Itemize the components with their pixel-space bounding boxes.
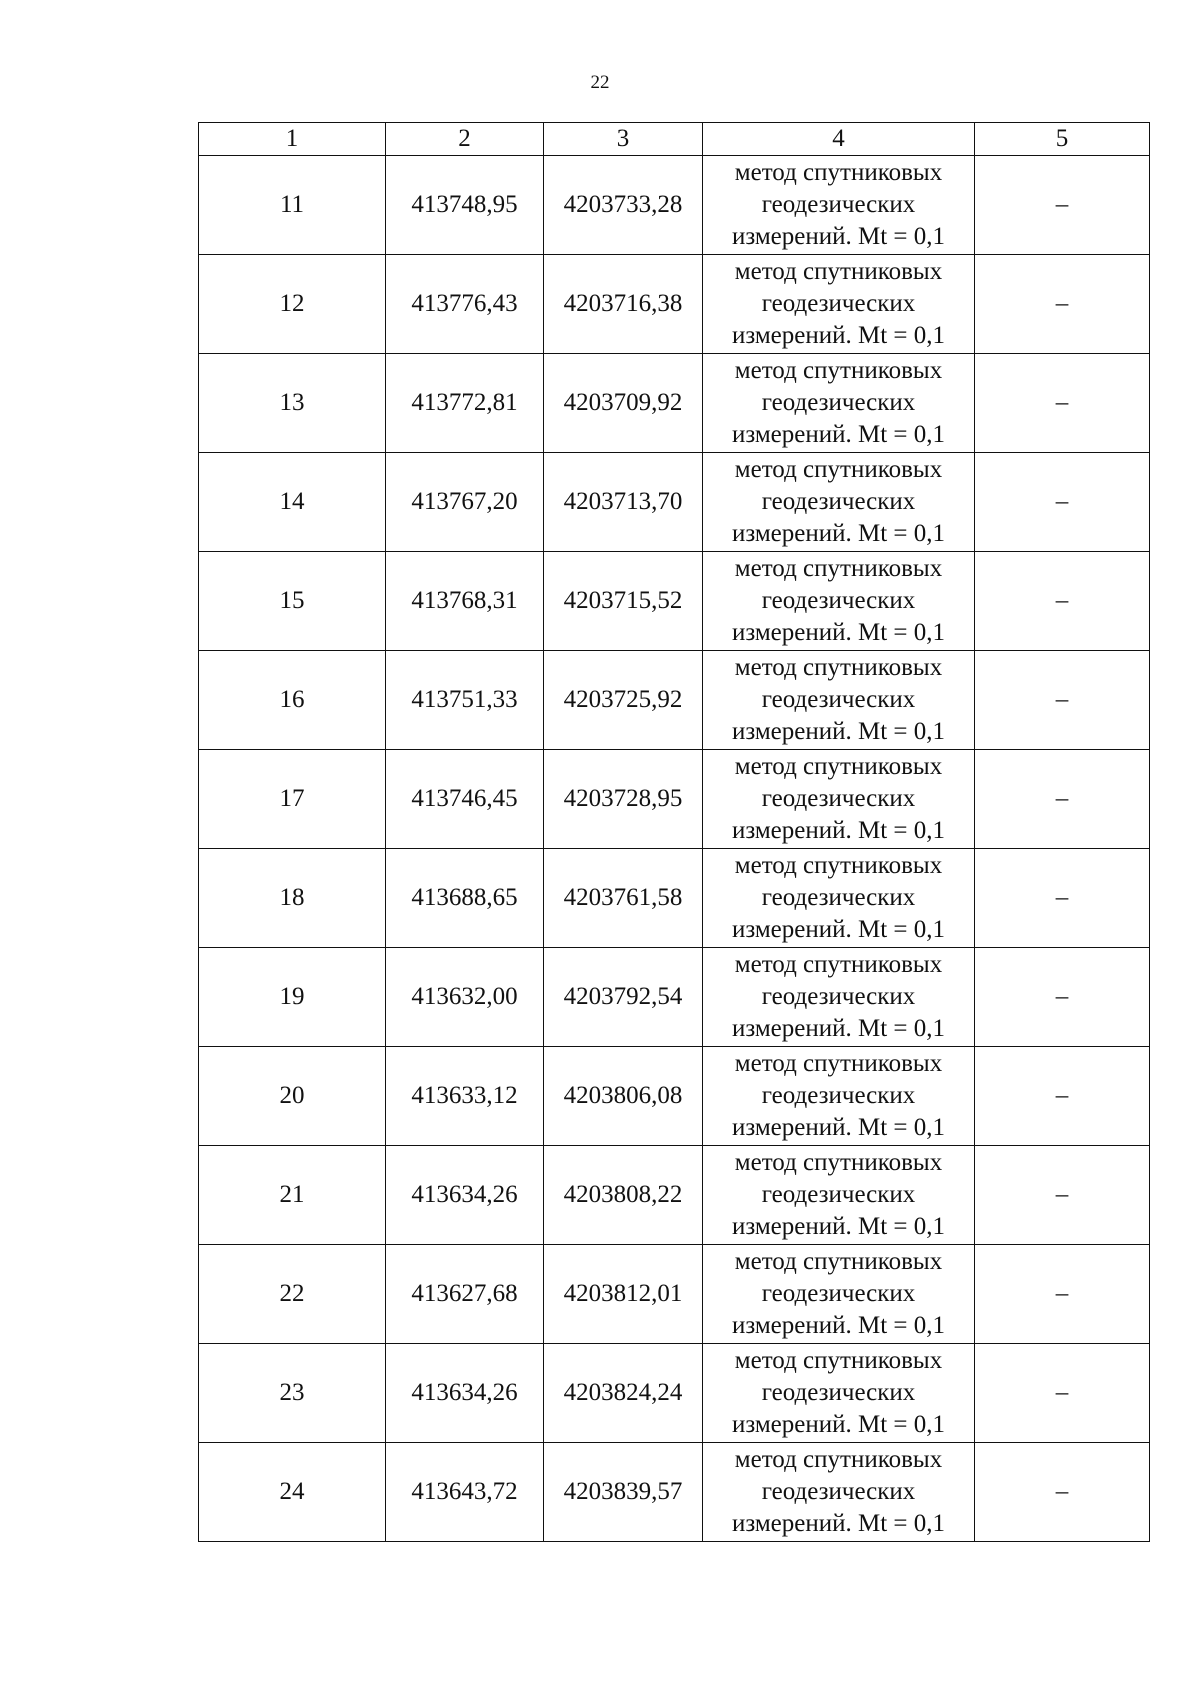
method-line: геодезических <box>761 587 916 614</box>
note-cell: – <box>975 1443 1150 1542</box>
x-coordinate-cell: 413634,26 <box>386 1344 544 1443</box>
method-cell <box>703 651 975 750</box>
y-coordinate-cell: 4203792,54 <box>544 948 703 1047</box>
method-cell <box>703 453 975 552</box>
note-cell: – <box>975 156 1150 255</box>
table-row <box>199 948 1150 1047</box>
table-row <box>199 354 1150 453</box>
header-cell-4: 4 <box>703 123 975 156</box>
note-cell: – <box>975 1245 1150 1344</box>
method-line: геодезических <box>761 389 916 416</box>
y-coordinate-cell: 4203716,38 <box>544 255 703 354</box>
table-row <box>199 1443 1150 1542</box>
method-cell <box>703 1245 975 1344</box>
method-line: измерений. Mt = 0,1 <box>731 223 946 250</box>
point-number-cell: 15 <box>199 552 386 651</box>
method-line: измерений. Mt = 0,1 <box>731 421 946 448</box>
y-coordinate-cell: 4203812,01 <box>544 1245 703 1344</box>
x-coordinate-cell: 413633,12 <box>386 1047 544 1146</box>
method-line: метод спутниковых <box>734 852 943 879</box>
method-line: измерений. Mt = 0,1 <box>731 916 946 943</box>
note-cell: – <box>975 948 1150 1047</box>
method-cell <box>703 1146 975 1245</box>
method-line: измерений. Mt = 0,1 <box>731 718 946 745</box>
method-cell <box>703 1344 975 1443</box>
method-line: измерений. Mt = 0,1 <box>731 817 946 844</box>
method-line: метод спутниковых <box>734 1149 943 1176</box>
method-line: геодезических <box>761 983 916 1010</box>
x-coordinate-cell: 413634,26 <box>386 1146 544 1245</box>
method-cell <box>703 948 975 1047</box>
method-line: измерений. Mt = 0,1 <box>731 1015 946 1042</box>
method-line: геодезических <box>761 1181 916 1208</box>
method-line: метод спутниковых <box>734 951 943 978</box>
method-line: метод спутниковых <box>734 357 943 384</box>
method-line: измерений. Mt = 0,1 <box>731 520 946 547</box>
header-cell-2: 2 <box>386 123 544 156</box>
header-cell-5: 5 <box>975 123 1150 156</box>
point-number-cell: 18 <box>199 849 386 948</box>
method-line: метод спутниковых <box>734 1347 943 1374</box>
note-cell: – <box>975 651 1150 750</box>
point-number-cell: 16 <box>199 651 386 750</box>
y-coordinate-cell: 4203808,22 <box>544 1146 703 1245</box>
method-line: геодезических <box>761 1082 916 1109</box>
note-cell: – <box>975 1344 1150 1443</box>
method-line: геодезических <box>761 191 916 218</box>
note-cell: – <box>975 750 1150 849</box>
header-row <box>199 123 1150 156</box>
point-number-cell: 14 <box>199 453 386 552</box>
x-coordinate-cell: 413688,65 <box>386 849 544 948</box>
table-row <box>199 1245 1150 1344</box>
x-coordinate-cell: 413748,95 <box>386 156 544 255</box>
point-number-cell: 12 <box>199 255 386 354</box>
method-cell <box>703 552 975 651</box>
table-header <box>199 123 1150 156</box>
table-row <box>199 1047 1150 1146</box>
method-line: геодезических <box>761 488 916 515</box>
method-line: метод спутниковых <box>734 555 943 582</box>
point-number-cell: 20 <box>199 1047 386 1146</box>
table-row <box>199 552 1150 651</box>
table-row <box>199 1146 1150 1245</box>
point-number-cell: 11 <box>199 156 386 255</box>
method-line: метод спутниковых <box>734 1446 943 1473</box>
note-cell: – <box>975 354 1150 453</box>
method-cell <box>703 1047 975 1146</box>
table-row <box>199 453 1150 552</box>
note-cell: – <box>975 849 1150 948</box>
x-coordinate-cell: 413746,45 <box>386 750 544 849</box>
y-coordinate-cell: 4203733,28 <box>544 156 703 255</box>
method-cell <box>703 255 975 354</box>
table-row <box>199 849 1150 948</box>
method-line: геодезических <box>761 884 916 911</box>
note-cell: – <box>975 1146 1150 1245</box>
point-number-cell: 23 <box>199 1344 386 1443</box>
method-line: геодезических <box>761 1379 916 1406</box>
point-number-cell: 19 <box>199 948 386 1047</box>
method-line: геодезических <box>761 290 916 317</box>
method-cell <box>703 849 975 948</box>
y-coordinate-cell: 4203709,92 <box>544 354 703 453</box>
header-cell-1: 1 <box>199 123 386 156</box>
coordinates-table <box>198 122 1150 1542</box>
method-cell <box>703 1443 975 1542</box>
table-row <box>199 750 1150 849</box>
method-line: метод спутниковых <box>734 159 943 186</box>
page-number: 22 <box>590 72 610 93</box>
method-line: измерений. Mt = 0,1 <box>731 1213 946 1240</box>
method-line: метод спутниковых <box>734 654 943 681</box>
note-cell: – <box>975 552 1150 651</box>
method-cell <box>703 156 975 255</box>
y-coordinate-cell: 4203728,95 <box>544 750 703 849</box>
y-coordinate-cell: 4203713,70 <box>544 453 703 552</box>
y-coordinate-cell: 4203715,52 <box>544 552 703 651</box>
note-cell: – <box>975 453 1150 552</box>
x-coordinate-cell: 413643,72 <box>386 1443 544 1542</box>
x-coordinate-cell: 413751,33 <box>386 651 544 750</box>
method-line: измерений. Mt = 0,1 <box>731 1411 946 1438</box>
y-coordinate-cell: 4203839,57 <box>544 1443 703 1542</box>
x-coordinate-cell: 413632,00 <box>386 948 544 1047</box>
table-row <box>199 156 1150 255</box>
method-line: геодезических <box>761 1280 916 1307</box>
method-line: геодезических <box>761 686 916 713</box>
method-line: измерений. Mt = 0,1 <box>731 322 946 349</box>
y-coordinate-cell: 4203761,58 <box>544 849 703 948</box>
note-cell: – <box>975 255 1150 354</box>
table-row <box>199 651 1150 750</box>
y-coordinate-cell: 4203824,24 <box>544 1344 703 1443</box>
table-body <box>199 156 1150 1542</box>
point-number-cell: 17 <box>199 750 386 849</box>
method-cell <box>703 354 975 453</box>
method-cell <box>703 750 975 849</box>
header-cell-3: 3 <box>544 123 703 156</box>
method-line: измерений. Mt = 0,1 <box>731 619 946 646</box>
method-line: измерений. Mt = 0,1 <box>731 1114 946 1141</box>
method-line: метод спутниковых <box>734 258 943 285</box>
x-coordinate-cell: 413772,81 <box>386 354 544 453</box>
point-number-cell: 21 <box>199 1146 386 1245</box>
method-line: измерений. Mt = 0,1 <box>731 1510 946 1537</box>
point-number-cell: 24 <box>199 1443 386 1542</box>
table-row <box>199 255 1150 354</box>
table-row <box>199 1344 1150 1443</box>
method-line: геодезических <box>761 785 916 812</box>
y-coordinate-cell: 4203725,92 <box>544 651 703 750</box>
method-line: метод спутниковых <box>734 456 943 483</box>
x-coordinate-cell: 413776,43 <box>386 255 544 354</box>
x-coordinate-cell: 413768,31 <box>386 552 544 651</box>
method-line: измерений. Mt = 0,1 <box>731 1312 946 1339</box>
x-coordinate-cell: 413767,20 <box>386 453 544 552</box>
x-coordinate-cell: 413627,68 <box>386 1245 544 1344</box>
point-number-cell: 13 <box>199 354 386 453</box>
method-line: геодезических <box>761 1478 916 1505</box>
point-number-cell: 22 <box>199 1245 386 1344</box>
method-line: метод спутниковых <box>734 1050 943 1077</box>
note-cell: – <box>975 1047 1150 1146</box>
y-coordinate-cell: 4203806,08 <box>544 1047 703 1146</box>
method-line: метод спутниковых <box>734 753 943 780</box>
method-line: метод спутниковых <box>734 1248 943 1275</box>
